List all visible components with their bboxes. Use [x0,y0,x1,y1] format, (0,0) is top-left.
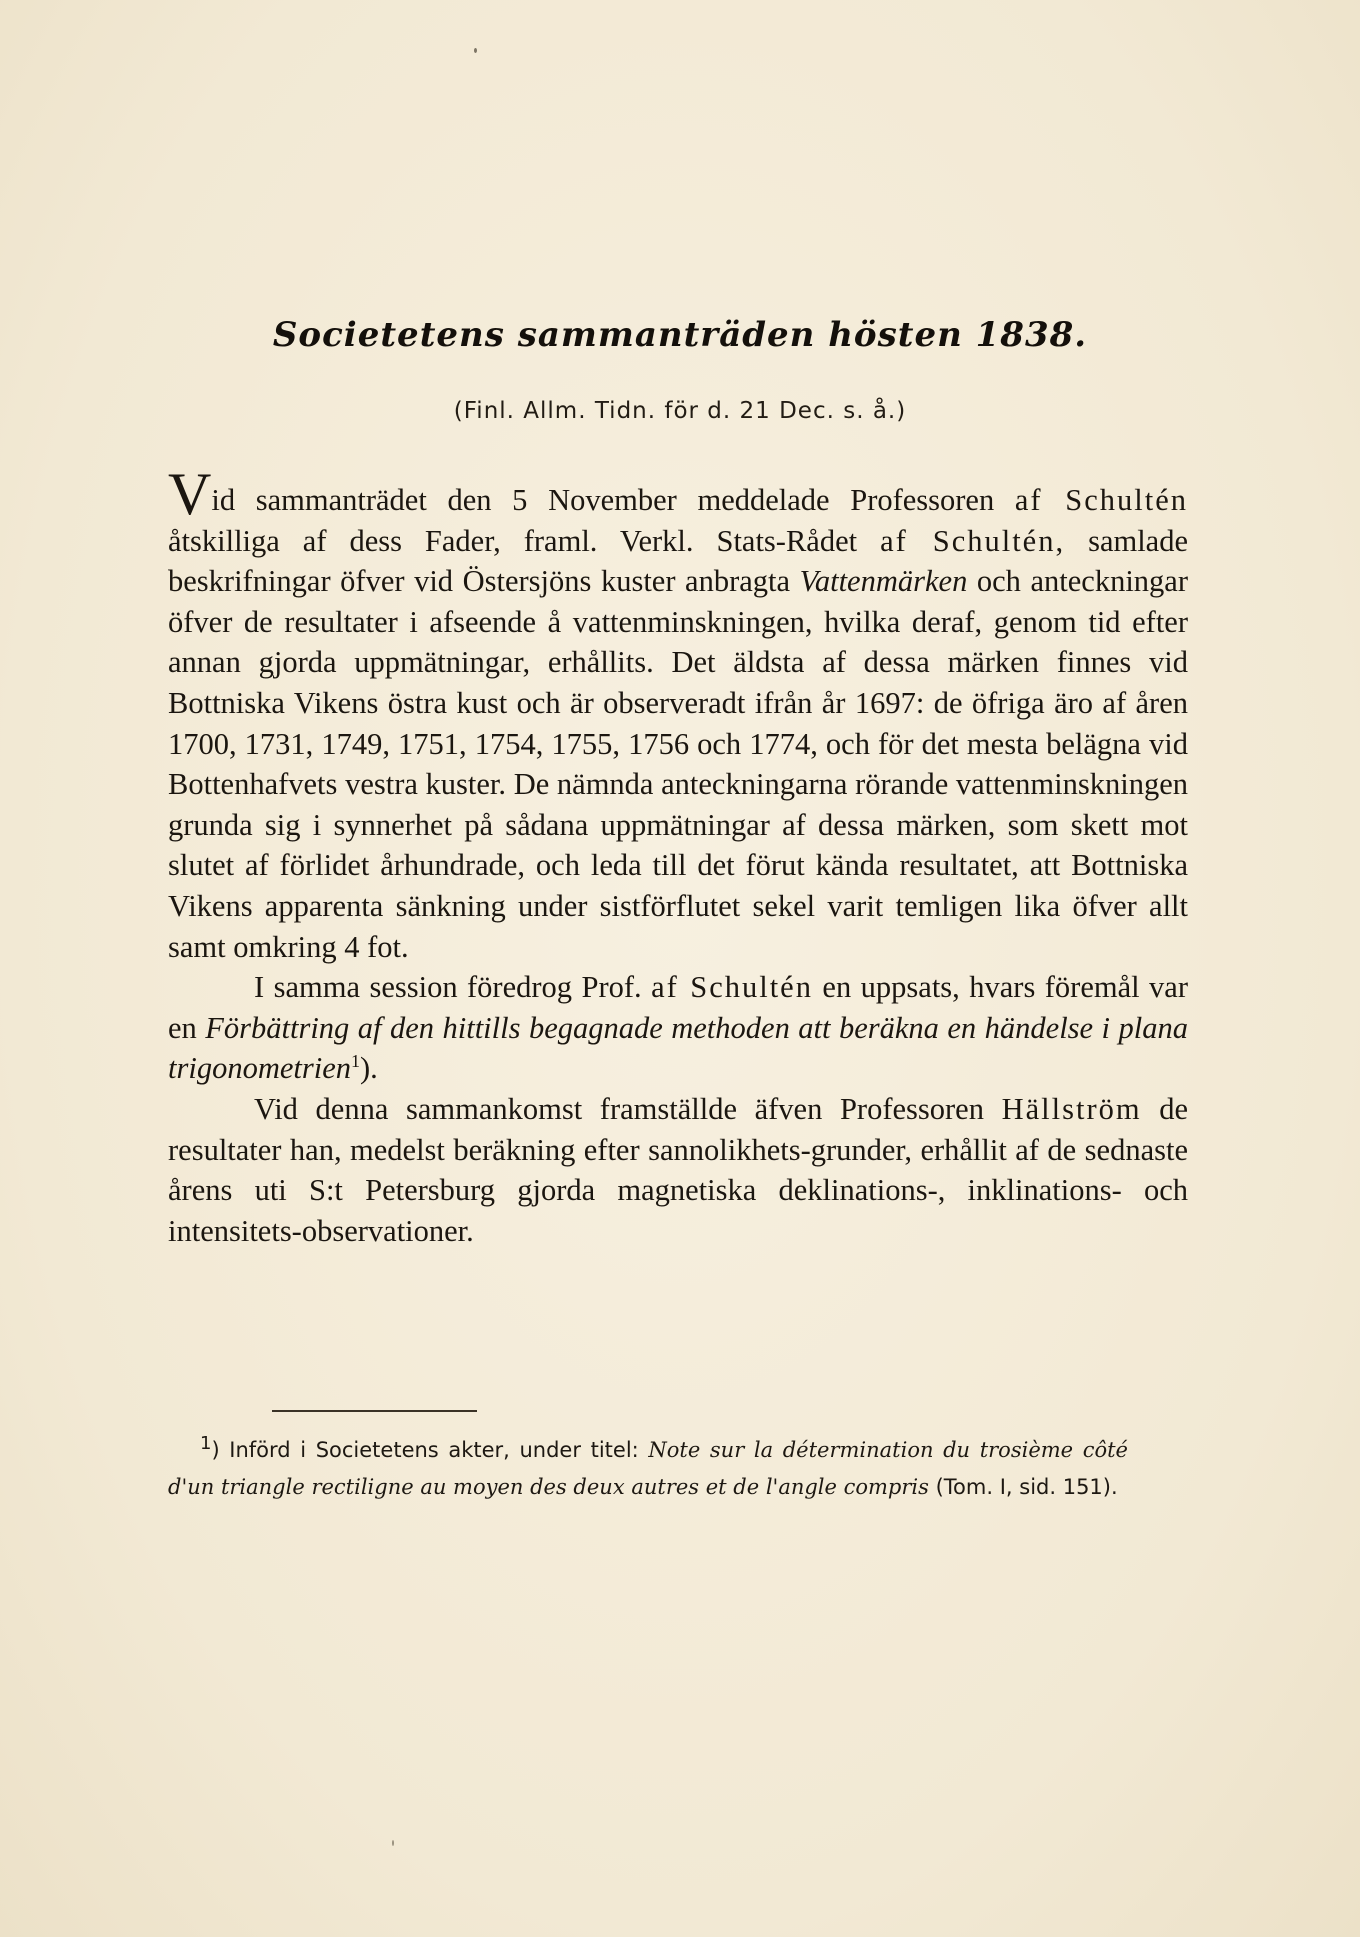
article-body [168,461,1189,1251]
footnote-title: Note sur la détermination du trosième côté d'un triangle rectiligne au moyen des deux autres et de l'angle compris [168,1438,1128,1499]
person-name: af Schultén [651,970,813,1005]
text-run: id sammanträdet den 5 November meddelade Professoren [211,483,1015,517]
footnote-mark: 1 [200,1433,212,1454]
paragraph-2 [168,967,1188,1089]
emphasis-term: Vattenmärken [799,564,968,599]
text-run: ) Införd i Societetens akter, under titel: [211,1438,649,1462]
paper-title: Förbättring af den hittills begagnade methoden att beräkna en händelse i plana trigonometrien [168,1010,1188,1086]
paragraph-1 [168,461,1189,967]
footnote-divider [272,1410,477,1412]
text-run: en uppsats, hvars föremål var en [168,970,1188,1045]
drop-cap: V [168,461,212,527]
text-run: åtskilliga af dess Fader, framl. Verkl. Stats-Rådet [168,523,881,558]
text-run: och anteckningar öfver de resultater i afseende å vattenminskningen, hvilka deraf, genom tid efter annan gjorda uppmätningar, erhållits. Det äldsta af dessa märken finnes vid Bottniska Vikens östra kust och är observeradt ifrån år 1697: de öfriga äro af åren 1700, 1731, 1749, 1751, 1754, 1755, 1756 och 1774, och för det mesta belägna vid Bottenhafvets vestra kuster. De nämnda anteckningarna rörande vattenminskningen grunda sig i synnerhet på sådana uppmätningar af dessa märken, som skett mot slutet af förlidet århundrade, och leda till det förut kända resultatet, att Bottniska Vikens apparenta sänkning under sistförflutet sekel varit temligen lika öfver allt samt omkring 4 fot. [168,564,1188,964]
text-run: ). [360,1051,378,1086]
paragraph-3 [168,1089,1188,1251]
text-run: (Tom. I, sid. 151). [928,1475,1118,1499]
text-run: samlade beskrifningar öfver vid Östersjöns kuster anbragta [168,523,1189,599]
text-run: Vid denna sammankomst framställde äfven Professoren [254,1091,1002,1126]
paper-speck [474,48,477,53]
footnote [168,1432,1128,1506]
paper-speck [392,1840,394,1846]
text-run: I samma session föredrog Prof. [254,970,652,1005]
source-citation: (Finl. Allm. Tidn. för d. 21 Dec. s. å.) [453,398,907,424]
person-name: af Schultén, [880,523,1066,558]
footnote-ref: 1 [351,1051,360,1072]
text-run: de resultater han, medelst beräkning efter sannolikhets-grunder, erhållit af de sednaste årens uti S:t Petersburg gjorda magnetiska deklinations-, inklinations- och intensitets-observationer. [168,1091,1188,1248]
person-name: af Schultén [1014,483,1188,517]
person-name: Hällström [1001,1091,1142,1126]
page-title: Societetens sammanträden hösten 1838. [272,315,1088,355]
